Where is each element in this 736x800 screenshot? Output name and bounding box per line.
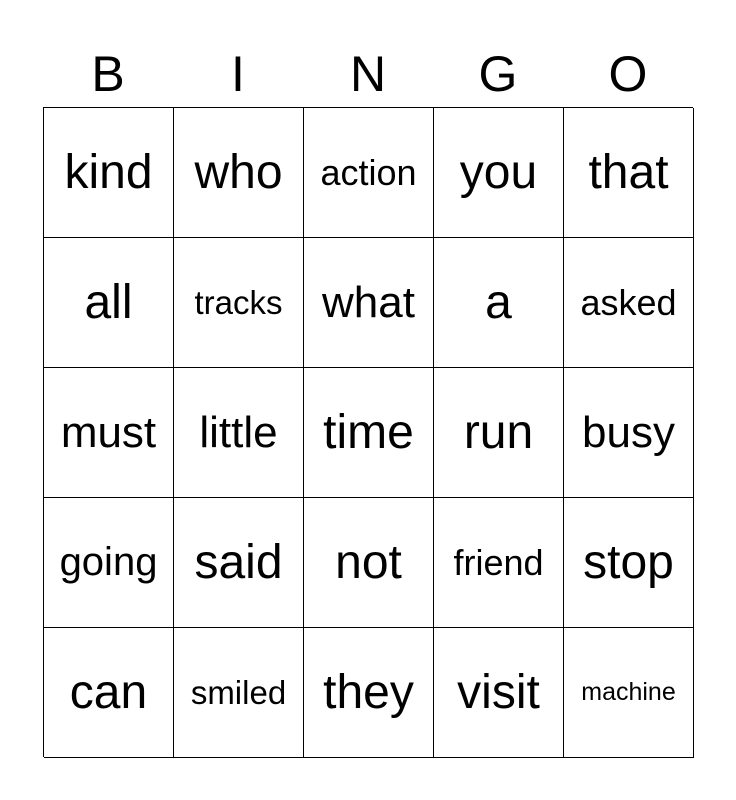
bingo-cell[interactable]: you [434,108,564,238]
header-letter-n: N [349,46,387,102]
bingo-cell[interactable]: they [304,628,434,758]
bingo-cell[interactable]: a [434,238,564,368]
header-letter-g: G [478,46,518,102]
bingo-cell[interactable]: that [564,108,694,238]
bingo-cell[interactable]: what [304,238,434,368]
bingo-cell[interactable]: going [44,498,174,628]
bingo-cell[interactable]: said [174,498,304,628]
bingo-cell[interactable]: smiled [174,628,304,758]
bingo-card-grid [43,107,693,757]
bingo-cell[interactable]: all [44,238,174,368]
bingo-cell[interactable]: action [304,108,434,238]
bingo-cell[interactable]: time [304,368,434,498]
bingo-cell[interactable]: tracks [174,238,304,368]
header-letter-i: I [231,46,245,102]
header-letter-o: O [608,46,648,102]
bingo-cell[interactable]: little [174,368,304,498]
header-letter-b: B [91,46,125,102]
bingo-cell[interactable]: asked [564,238,694,368]
bingo-cell[interactable]: can [44,628,174,758]
bingo-cell[interactable]: visit [434,628,564,758]
bingo-cell[interactable]: must [44,368,174,498]
bingo-cell[interactable]: who [174,108,304,238]
bingo-cell[interactable]: run [434,368,564,498]
bingo-cell[interactable]: busy [564,368,694,498]
bingo-cell[interactable]: not [304,498,434,628]
bingo-cell[interactable]: stop [564,498,694,628]
bingo-header [43,44,693,104]
bingo-cell[interactable]: friend [434,498,564,628]
bingo-cell[interactable]: machine [564,628,694,758]
bingo-cell[interactable]: kind [44,108,174,238]
